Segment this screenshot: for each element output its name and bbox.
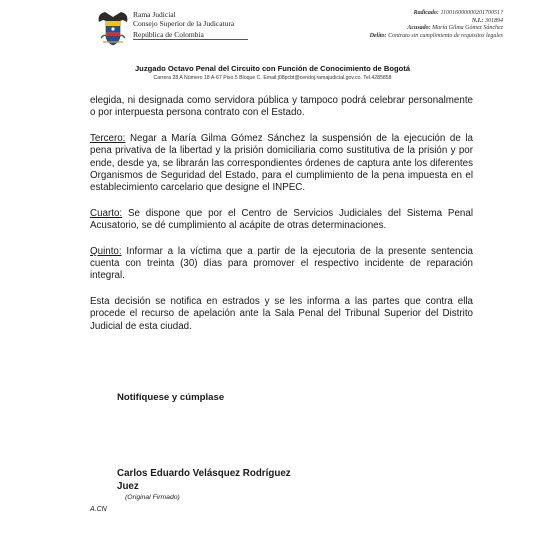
case-reference-block xyxy=(303,10,503,40)
paragraph-tercero xyxy=(90,133,473,195)
paragraph-cuarto xyxy=(90,208,473,233)
radicado-label: Radicado: xyxy=(413,10,439,16)
org-line-2: Consejo Superior de la Judicatura xyxy=(133,18,235,28)
court-title: Juzgado Octavo Penal del Circuito con Función de Conocimiento de Bogotá xyxy=(134,64,411,73)
acusado-value: María Gilma Gómez Sánchez xyxy=(432,25,503,31)
signer-role: Juez xyxy=(117,481,139,492)
paragraph-notification: Esta decisión se notifica en estrados y se les informa a las partes que contra ella procede el recurso de apelación ante la Sala Penal del Tribunal Superior del Distrito Judicial de esta ciudad. xyxy=(90,295,473,332)
colombia-coat-of-arms-icon xyxy=(95,8,131,48)
cuarto-text: Se dispone que por el Centro de Servicios Judiciales del Sistema Penal Acusatorio, se dé cumplimiento al acápite de otras determinaciones. xyxy=(90,207,473,232)
closing-statement: Notifíquese y cúmplase xyxy=(117,392,225,403)
ni-value: 301894 xyxy=(485,17,503,24)
tercero-label: Tercero: xyxy=(90,132,126,144)
organization-block xyxy=(133,11,234,40)
org-divider xyxy=(133,39,248,40)
acusado-label: Acusado: xyxy=(407,25,431,31)
cuarto-label: Cuarto: xyxy=(90,207,123,219)
ni-label: N.I.: xyxy=(471,17,484,24)
signer-name: Carlos Eduardo Velásquez Rodríguez xyxy=(117,468,291,479)
court-address: Carrera 28 A Número 18 A-67 Piso 5 Bloque C. Email:j08pcbt@cendoj.ramajudicial.gov.co. Tel.4285858 xyxy=(153,75,392,81)
tercero-text: Negar a María Gilma Gómez Sánchez la suspensión de la ejecución de la pena privativa de la libertad y la prisión domiciliaria como sustitutiva de la prisión y por ende, desde ya, se librarán las correspondientes órdenes de captura ante los diferentes Organismos de Seguridad del Estado, para el cumplimiento de la pena impuesta en el establecimiento carcelario que designe el INPEC. xyxy=(90,132,473,194)
delito-value: Contrato sin cumplimiento de requisitos legales xyxy=(388,32,503,39)
radicado-value: 11001600000020170051? xyxy=(440,10,503,16)
paragraph-eligibility: elegida, ni designada como servidora pública y tampoco podrá celebrar personalmente o por interpuesta persona contrato con el Estado. xyxy=(90,95,473,119)
quinto-label: Quinto: xyxy=(90,245,122,257)
paragraph-quinto xyxy=(90,246,473,283)
drafter-initials: A.CN xyxy=(90,506,107,513)
document-body xyxy=(90,95,473,346)
delito-label: Delito: xyxy=(369,32,387,39)
quinto-text: Informar a la víctima que a partir de la ejecutoria de la presente sentencia cuenta con treinta (30) días para promover el respectivo incidente de reparación integral. xyxy=(90,245,473,282)
org-line-3: República de Colombia xyxy=(133,30,204,39)
org-line-1: Rama Judicial xyxy=(133,10,176,19)
signature-note: (Original Firmado) xyxy=(125,494,180,501)
